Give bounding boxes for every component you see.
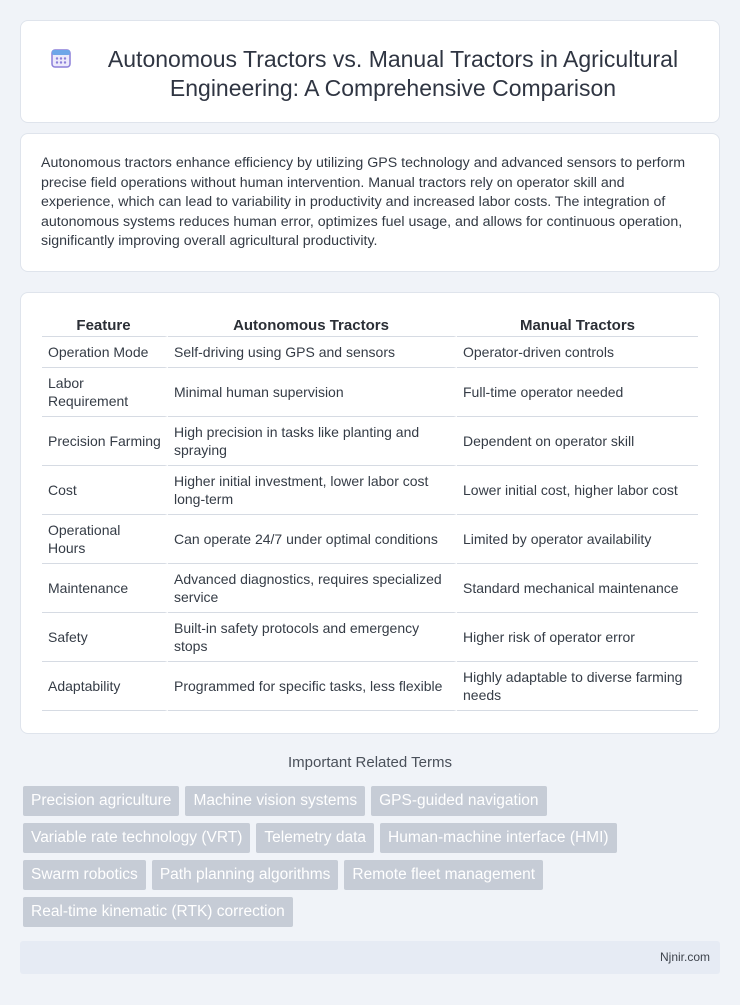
manual-cell: Operator-driven controls — [457, 337, 698, 368]
related-term-tag[interactable]: Real-time kinematic (RTK) correction — [23, 897, 293, 927]
column-header-feature: Feature — [42, 315, 168, 337]
related-term-tag[interactable]: Remote fleet management — [344, 860, 543, 890]
feature-cell: Adaptability — [42, 662, 168, 711]
table-row — [42, 417, 698, 466]
comparison-table — [42, 315, 698, 711]
related-term-tag[interactable]: Human-machine interface (HMI) — [380, 823, 617, 853]
related-term-tag[interactable]: Telemetry data — [256, 823, 374, 853]
feature-cell: Precision Farming — [42, 417, 168, 466]
related-terms-list — [23, 786, 723, 934]
autonomous-cell: Can operate 24/7 under optimal conditions — [168, 515, 457, 564]
table-row — [42, 515, 698, 564]
column-header-manual: Manual Tractors — [457, 315, 698, 337]
autonomous-cell: Self-driving using GPS and sensors — [168, 337, 457, 368]
table-row — [42, 466, 698, 515]
table-row — [42, 613, 698, 662]
footer-site-link[interactable]: Njnir.com — [659, 950, 710, 964]
autonomous-cell: High precision in tasks like planting and spraying — [168, 417, 457, 466]
manual-cell: Dependent on operator skill — [457, 417, 698, 466]
manual-cell: Lower initial cost, higher labor cost — [457, 466, 698, 515]
comparison-table-card — [20, 292, 720, 734]
related-term-tag[interactable]: Variable rate technology (VRT) — [23, 823, 250, 853]
intro-paragraph: Autonomous tractors enhance efficiency by utilizing GPS technology and advanced sensors to perform precise field operations without human intervention. Manual tractors rely on operator skill and experience, which can lead to variability in productivity and increased labor costs. The integration of autonomous systems reduces human error, optimizes fuel usage, and allows for continuous operation, significantly improving overall agricultural productivity. — [41, 155, 686, 250]
table-row — [42, 564, 698, 613]
page-title: Autonomous Tractors vs. Manual Tractors in Agricultural Engineering: A Comprehensive Comparison — [107, 46, 679, 101]
table-row — [42, 662, 698, 711]
manual-cell: Standard mechanical maintenance — [457, 564, 698, 613]
feature-cell: Operation Mode — [42, 337, 168, 368]
related-term-tag[interactable]: Machine vision systems — [185, 786, 365, 816]
manual-cell: Limited by operator availability — [457, 515, 698, 564]
table-header-row — [42, 315, 698, 337]
related-term-tag[interactable]: Swarm robotics — [23, 860, 146, 890]
footer — [20, 941, 720, 974]
table-row — [42, 337, 698, 368]
autonomous-cell: Programmed for specific tasks, less flexible — [168, 662, 457, 711]
feature-cell: Safety — [42, 613, 168, 662]
manual-cell: Full-time operator needed — [457, 368, 698, 417]
autonomous-cell: Minimal human supervision — [168, 368, 457, 417]
table-row — [42, 368, 698, 417]
title-card — [20, 20, 720, 123]
autonomous-cell: Built-in safety protocols and emergency stops — [168, 613, 457, 662]
related-term-tag[interactable]: Path planning algorithms — [152, 860, 339, 890]
manual-cell: Highly adaptable to diverse farming needs — [457, 662, 698, 711]
feature-cell: Labor Requirement — [42, 368, 168, 417]
autonomous-cell: Advanced diagnostics, requires specialized service — [168, 564, 457, 613]
feature-cell: Operational Hours — [42, 515, 168, 564]
related-term-tag[interactable]: Precision agriculture — [23, 786, 179, 816]
feature-cell: Maintenance — [42, 564, 168, 613]
autonomous-cell: Higher initial investment, lower labor cost long-term — [168, 466, 457, 515]
feature-cell: Cost — [42, 466, 168, 515]
column-header-autonomous: Autonomous Tractors — [168, 315, 457, 337]
related-terms-heading: Important Related Terms — [288, 754, 452, 771]
related-term-tag[interactable]: GPS-guided navigation — [371, 786, 546, 816]
intro-card — [20, 133, 720, 272]
manual-cell: Higher risk of operator error — [457, 613, 698, 662]
